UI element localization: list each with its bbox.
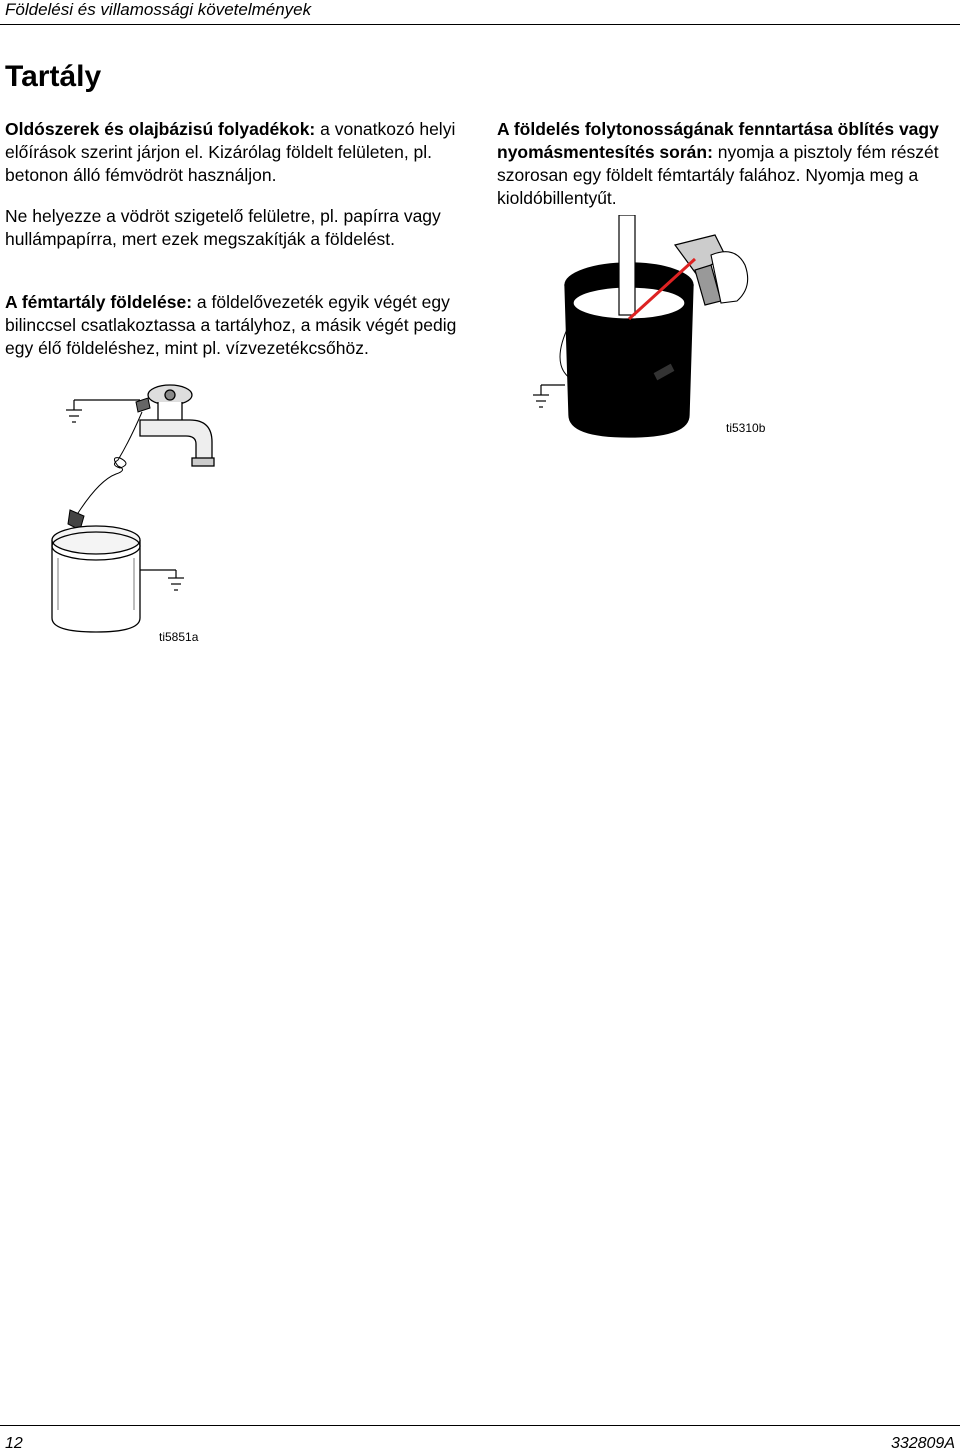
pail-ground-symbol-icon (140, 570, 184, 590)
paragraph-insulating (5, 205, 475, 251)
figure-gun-pail (525, 215, 815, 445)
section-title: Tartály (5, 60, 102, 93)
paragraph-insulating-text: Ne helyezze a vödröt szigetelő felületre, pl. papírra vagy hullámpapírra, mert ezek megszakítják a földelést. (5, 206, 441, 249)
header-title: Földelési és villamossági követelmények (5, 0, 312, 19)
ground-symbol-icon (66, 400, 140, 422)
footer-divider (0, 1425, 960, 1426)
paragraph-metal-lead: A fémtartály földelése: (5, 292, 193, 312)
ground-symbol-icon (533, 385, 565, 407)
paragraph-flushing-lead: A földelés folytonosságának fenntartása öblítés vagy nyomásmentesítés során: (497, 119, 939, 162)
figure-code: ti5851a (159, 630, 199, 644)
paragraph-flushing (497, 118, 957, 210)
page-number: 12 (5, 1435, 23, 1452)
faucet-icon (140, 385, 214, 466)
figure-code: ti5310b (726, 421, 766, 435)
paragraph-solvents-lead: Oldószerek és olajbázisú folyadékok: (5, 119, 316, 139)
paragraph-metal-text: a földelővezeték egyik végét egy bilinccsel csatlakoztassa a tartályhoz, a másik végét pedig egy élő földeléshez, mint pl. vízvezetékcsőhöz. (5, 292, 457, 358)
document-number: 332809A (890, 1435, 955, 1452)
paragraph-flushing-text: nyomja a pisztoly fém részét szorosan egy földelt fémtartály falához. Nyomja meg a kioldóbillentyűt. (497, 142, 939, 208)
paragraph-solvents (5, 118, 460, 187)
ground-wire (74, 412, 142, 521)
figure-pail-faucet (40, 370, 300, 670)
pail-faucet-illustration (40, 370, 300, 670)
fluid-hose (619, 215, 635, 315)
paragraph-metal-container (5, 291, 475, 360)
pail-icon (52, 526, 140, 632)
paragraph-solvents-text: a vonatkozó helyi előírások szerint járjon el. Kizárólag földelt felületen, pl. betonon álló fémvödröt használjon. (5, 119, 456, 185)
header-divider (0, 24, 960, 25)
gun-pail-illustration (525, 215, 815, 445)
